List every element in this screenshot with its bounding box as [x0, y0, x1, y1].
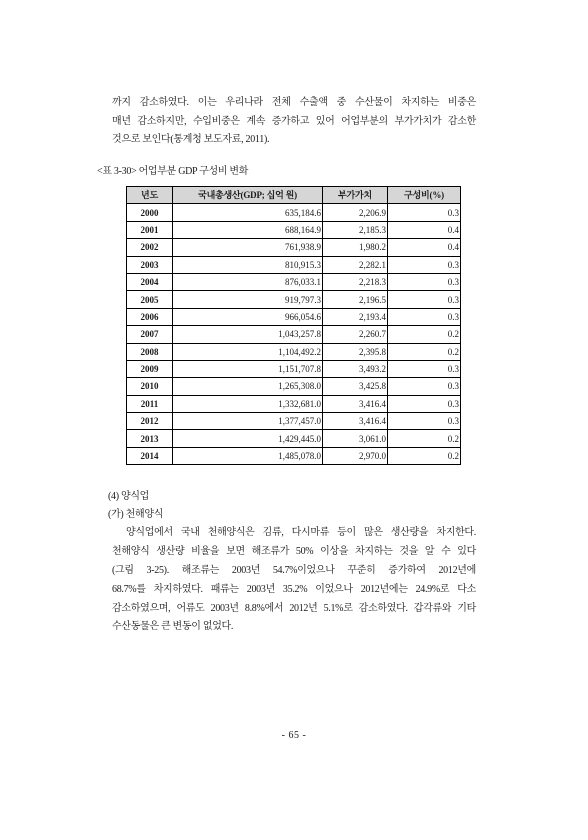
- gdp-cell: 1,377,457.0: [173, 413, 323, 430]
- share-cell: 0.3: [388, 413, 461, 430]
- year-cell: 2014: [127, 447, 173, 464]
- value-added-cell: 2,260.7: [323, 326, 388, 343]
- year-cell: 2000: [127, 204, 173, 221]
- year-cell: 2010: [127, 378, 173, 395]
- value-added-cell: 2,282.1: [323, 256, 388, 273]
- header-value-added: 부가가치: [323, 187, 388, 204]
- year-cell: 2001: [127, 221, 173, 238]
- value-added-cell: 2,395.8: [323, 343, 388, 360]
- year-cell: 2005: [127, 291, 173, 308]
- value-added-cell: 2,193.4: [323, 308, 388, 325]
- value-added-cell: 2,196.5: [323, 291, 388, 308]
- value-added-cell: 3,416.4: [323, 395, 388, 412]
- gdp-cell: 1,104,492.2: [173, 343, 323, 360]
- table-row: [127, 343, 461, 360]
- intro-line: 매년 감소하지만, 수입비중은 계속 증가하고 있어 어업부분의 부가가치가 감소한: [112, 116, 476, 127]
- table-row: [127, 326, 461, 343]
- gdp-cell: 635,184.6: [173, 204, 323, 221]
- body-line: 천해양식 생산량 비율을 보면 해조류가 50% 이상을 차지하는 것을 알 수 있다: [112, 546, 476, 557]
- body-line: (그림 3-25). 해조류는 2003년 54.7%이었으나 꾸준히 증가하여 2012년에: [112, 565, 476, 576]
- intro-line: 까지 감소하였다. 이는 우리나라 전체 수출액 중 수산물이 차지하는 비중은: [112, 97, 476, 108]
- share-cell: 0.3: [388, 256, 461, 273]
- gdp-cell: 1,429,445.0: [173, 430, 323, 447]
- year-cell: 2011: [127, 395, 173, 412]
- table-row: [127, 447, 461, 464]
- header-year: 년도: [127, 187, 173, 204]
- table-row: [127, 413, 461, 430]
- value-added-cell: 1,980.2: [323, 239, 388, 256]
- value-added-cell: 3,493.2: [323, 360, 388, 377]
- gdp-cell: 1,151,707.8: [173, 360, 323, 377]
- gdp-cell: 919,797.3: [173, 291, 323, 308]
- table-row: [127, 395, 461, 412]
- year-cell: 2002: [127, 239, 173, 256]
- header-share: 구성비(%): [388, 187, 461, 204]
- table-row: [127, 308, 461, 325]
- gdp-cell: 966,054.6: [173, 308, 323, 325]
- table-row: [127, 430, 461, 447]
- body-line: 68.7%를 차지하였다. 패류는 2003년 35.2% 이었으나 2012년에는 24.9%로 다소: [112, 584, 476, 595]
- table-row: [127, 204, 461, 221]
- header-gdp: 국내총생산(GDP; 십억 원): [173, 187, 323, 204]
- gdp-share-table: [126, 186, 461, 465]
- body-line: 감소하였으며, 어류도 2003년 8.8%에서 2012년 5.1%로 감소하였다. 갑각류와 기타: [112, 603, 476, 614]
- value-added-cell: 2,218.3: [323, 273, 388, 290]
- year-cell: 2013: [127, 430, 173, 447]
- intro-line: 것으로 보인다(통계청 보도자료, 2011).: [112, 134, 270, 145]
- value-added-cell: 3,416.4: [323, 413, 388, 430]
- body-line: 수산동물은 큰 변동이 없었다.: [112, 621, 234, 632]
- table-row: [127, 360, 461, 377]
- table-row: [127, 291, 461, 308]
- gdp-cell: 1,485,078.0: [173, 447, 323, 464]
- table-row: [127, 273, 461, 290]
- gdp-cell: 810,915.3: [173, 256, 323, 273]
- section-subheading: (가) 천해양식: [108, 509, 164, 520]
- gdp-cell: 1,043,257.8: [173, 326, 323, 343]
- page-number: - 65 -: [281, 730, 307, 741]
- table-row: [127, 239, 461, 256]
- share-cell: 0.2: [388, 430, 461, 447]
- gdp-cell: 876,033.1: [173, 273, 323, 290]
- gdp-table-body: [127, 204, 461, 465]
- share-cell: 0.2: [388, 343, 461, 360]
- gdp-cell: 1,332,681.0: [173, 395, 323, 412]
- table-row: [127, 221, 461, 238]
- year-cell: 2003: [127, 256, 173, 273]
- year-cell: 2006: [127, 308, 173, 325]
- header-row: [127, 187, 461, 204]
- gdp-cell: 688,164.9: [173, 221, 323, 238]
- share-cell: 0.3: [388, 378, 461, 395]
- table-header: [127, 187, 461, 204]
- section-heading: (4) 양식업: [108, 491, 150, 502]
- value-added-cell: 2,206.9: [323, 204, 388, 221]
- value-added-cell: 3,061.0: [323, 430, 388, 447]
- year-cell: 2012: [127, 413, 173, 430]
- table-caption: <표 3-30> 어업부분 GDP 구성비 변화: [97, 166, 249, 177]
- share-cell: 0.3: [388, 308, 461, 325]
- value-added-cell: 3,425.8: [323, 378, 388, 395]
- share-cell: 0.3: [388, 273, 461, 290]
- year-cell: 2007: [127, 326, 173, 343]
- share-cell: 0.3: [388, 360, 461, 377]
- share-cell: 0.4: [388, 221, 461, 238]
- value-added-cell: 2,970.0: [323, 447, 388, 464]
- value-added-cell: 2,185.3: [323, 221, 388, 238]
- gdp-cell: 761,938.9: [173, 239, 323, 256]
- body-line: 양식업에서 국내 천해양식은 김류, 다시마류 등이 많은 생산량을 차지한다.: [126, 527, 476, 538]
- year-cell: 2004: [127, 273, 173, 290]
- share-cell: 0.2: [388, 447, 461, 464]
- share-cell: 0.4: [388, 239, 461, 256]
- year-cell: 2008: [127, 343, 173, 360]
- share-cell: 0.3: [388, 204, 461, 221]
- table-row: [127, 256, 461, 273]
- year-cell: 2009: [127, 360, 173, 377]
- share-cell: 0.2: [388, 326, 461, 343]
- share-cell: 0.3: [388, 395, 461, 412]
- share-cell: 0.3: [388, 291, 461, 308]
- gdp-cell: 1,265,308.0: [173, 378, 323, 395]
- table-row: [127, 378, 461, 395]
